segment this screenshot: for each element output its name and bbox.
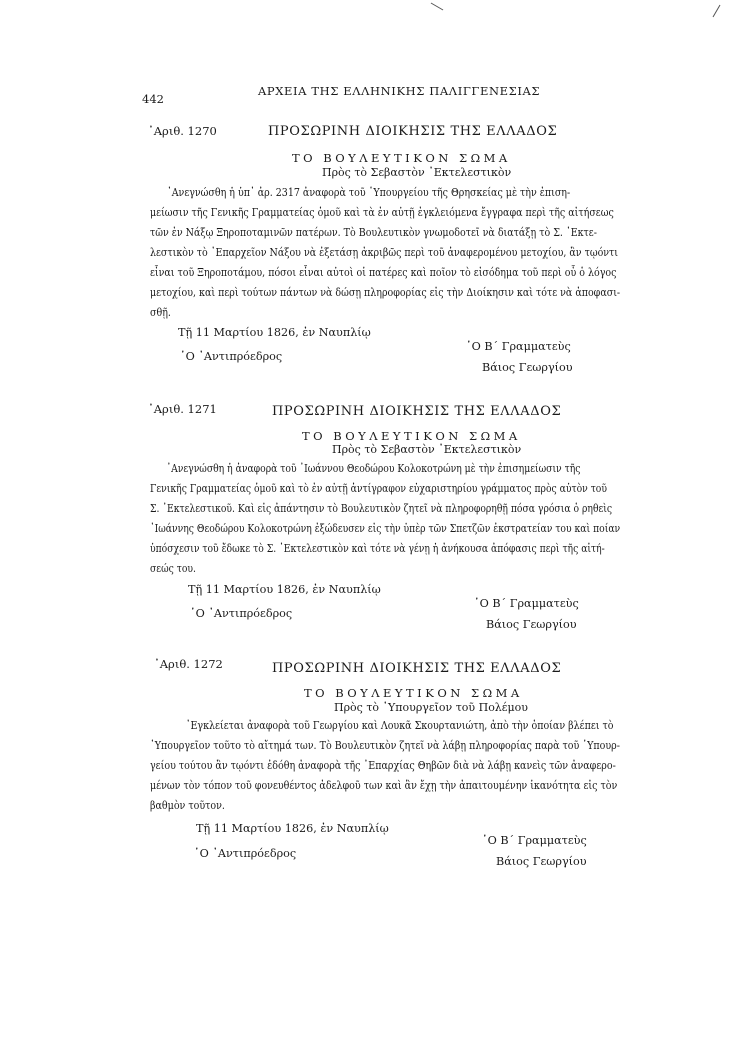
left-signature: ῾Ο ᾿Αντιπρόεδρος	[194, 847, 297, 860]
document-subtitle: ΤΟ ΒΟΥΛΕΥΤΙΚΟΝ ΣΩΜΑ	[304, 686, 523, 700]
body-line: ᾿Ιωάννης Θεοδώρου Κολοκοτρώνη ἐξώδευσεν εἰς τὴν ὑπὲρ τῶν Σπετζῶν ἐκστρατείαν του καὶ ποίαν	[150, 522, 621, 535]
body-line: γείου τούτου ἂν τῳόντι ἐδόθη ἀναφορὰ τῆς ᾿Επαρχίας Θηβῶν διὰ νὰ λάβῃ κανεὶς τῶν ἀναφερο-	[150, 759, 616, 772]
document-body	[150, 459, 720, 579]
document-recipient: Πρὸς τὸ Σεβαστὸν ᾿Εκτελεστικὸν	[332, 443, 522, 456]
document-title: ΠΡΟΣΩΡΙΝΗ ΔΙΟΙΚΗΣΙΣ ΤΗΣ ΕΛΛΑΔΟΣ	[272, 661, 562, 676]
document-body	[150, 716, 703, 816]
body-line: λεστικὸν τὸ ᾿Επαρχεῖον Νάξου νὰ ἐξετάσῃ ἀκριβῶς περὶ τοῦ ἀναφερομένου μετοχίου, ἂν τῳόντι	[150, 246, 619, 259]
body-line: βαθμὸν τοῦτον.	[150, 799, 225, 812]
right-signature-name: Βάιος Γεωργίου	[486, 618, 577, 631]
scan-mark-corner	[713, 5, 721, 18]
body-line: εἶναι τοῦ Ξηροποτάμου, πόσοι εἶναι αὐτοὶ οἱ πατέρες καὶ ποῖον τὸ εἰσόδημα τοῦ περὶ οὗ ὁ λόγος	[150, 266, 617, 279]
document-date: Τῇ 11 Μαρτίου 1826, ἐν Ναυπλίῳ	[188, 583, 381, 596]
document-number: ᾿Αριθ. 1270	[148, 124, 217, 138]
scan-mark-top	[431, 3, 444, 11]
left-signature: ῾Ο ᾿Αντιπρόεδρος	[190, 607, 293, 620]
body-line: ᾿Εγκλείεται ἀναφορὰ τοῦ Γεωργίου καὶ Λουκᾶ Σκουρτανιώτη, ἀπὸ τὴν ὁποίαν βλέπει τὸ	[185, 719, 614, 732]
document-date: Τῇ 11 Μαρτίου 1826, ἐν Ναυπλίῳ	[196, 822, 389, 835]
document-title: ΠΡΟΣΩΡΙΝΗ ΔΙΟΙΚΗΣΙΣ ΤΗΣ ΕΛΛΑΔΟΣ	[268, 124, 558, 139]
document-number: ᾿Αριθ. 1272	[154, 657, 223, 671]
right-signature-name: Βάιος Γεωργίου	[482, 361, 573, 374]
document-title: ΠΡΟΣΩΡΙΝΗ ΔΙΟΙΚΗΣΙΣ ΤΗΣ ΕΛΛΑΔΟΣ	[272, 404, 562, 419]
document-date: Τῇ 11 Μαρτίου 1826, ἐν Ναυπλίῳ	[178, 326, 371, 339]
body-line: μένων τὸν τόπον τοῦ φονευθέντος ἀδελφοῦ των καὶ ἂν ἔχῃ τὴν ἀπαιτουμένην ἱκανότητα εἰς τὸν	[150, 779, 618, 792]
body-line: μετοχίου, καὶ περὶ τούτων πάντων νὰ δώσῃ πληροφορίας εἰς τὴν Διοίκησιν καὶ τότε νὰ ἀποφασι-	[150, 286, 621, 299]
document-recipient: Πρὸς τὸ ῾Υπουργεῖον τοῦ Πολέμου	[334, 701, 528, 714]
right-signature-title: ῾Ο Β΄ Γραμματεὺς	[474, 597, 579, 610]
body-line: σεώς του.	[150, 562, 196, 575]
document-body	[150, 183, 704, 323]
body-line: Σ. ᾿Εκτελεστικοῦ. Καὶ εἰς ἀπάντησιν τὸ Βουλευτικὸν ζητεῖ νὰ πληροφορηθῇ πόσα γρόσια ὁ ρηθεὶς	[150, 502, 613, 515]
body-line: ᾿Ανεγνώσθη ἡ ἀναφορὰ τοῦ ᾿Ιωάννου Θεοδώρου Κολοκοτρώνη μὲ τὴν ἐπισημείωσιν τῆς	[166, 462, 581, 475]
body-line: ᾿Ανεγνώσθη ἡ ὑπ᾿ ἀρ. 2317 ἀναφορὰ τοῦ ῾Υπουργείου τῆς Θρησκείας μὲ τὴν ἐπιση-	[166, 186, 571, 199]
body-line: ὑπόσχεσιν τοῦ ἔδωκε τὸ Σ. ᾿Εκτελεστικὸν καὶ τότε νὰ γένῃ ἡ ἀνήκουσα ἀπόφασις περὶ τῆς αἰτή-	[150, 542, 605, 555]
body-line: τῶν ἐν Νάξῳ Ξηροποταμινῶν πατέρων. Τὸ Βουλευτικὸν γνωμοδοτεῖ νὰ διατάξῃ τὸ Σ. ᾿Εκτε-	[150, 226, 597, 239]
right-signature-title: ῾Ο Β΄ Γραμματεὺς	[466, 340, 571, 353]
body-line: μείωσιν τῆς Γενικῆς Γραμματείας ὁμοῦ καὶ τὰ ἐν αὐτῇ ἐγκλειόμενα ἔγγραφα περὶ τῆς αἰτήσεως	[150, 206, 614, 219]
right-signature-name: Βάιος Γεωργίου	[496, 855, 587, 868]
body-line: σθῇ.	[150, 306, 171, 319]
document-recipient: Πρὸς τὸ Σεβαστὸν ᾿Εκτελεστικὸν	[322, 166, 512, 179]
document-subtitle: ΤΟ ΒΟΥΛΕΥΤΙΚΟΝ ΣΩΜΑ	[292, 151, 511, 165]
body-line: ῾Υπουργεῖον τοῦτο τὸ αἴτημά των. Τὸ Βουλευτικὸν ζητεῖ νὰ λάβῃ πληροφορίας παρὰ τοῦ ῾Υπουρ-	[150, 739, 620, 752]
body-line: Γενικῆς Γραμματείας ὁμοῦ καὶ τὸ ἐν αὐτῇ ἀντίγραφον εὐχαριστηρίου γράμματος πρὸς αὐτὸν τοῦ	[150, 482, 607, 495]
document-subtitle: ΤΟ ΒΟΥΛΕΥΤΙΚΟΝ ΣΩΜΑ	[302, 429, 521, 443]
left-signature: ῾Ο ᾿Αντιπρόεδρος	[180, 350, 283, 363]
right-signature-title: ῾Ο Β΄ Γραμματεὺς	[482, 834, 587, 847]
page-number: 442	[142, 92, 164, 106]
running-head: ΑΡΧΕΙΑ ΤΗΣ ΕΛΛΗΝΙΚΗΣ ΠΑΛΙΓΓΕΝΕΣΙΑΣ	[258, 84, 541, 98]
document-number: ᾿Αριθ. 1271	[148, 402, 217, 416]
